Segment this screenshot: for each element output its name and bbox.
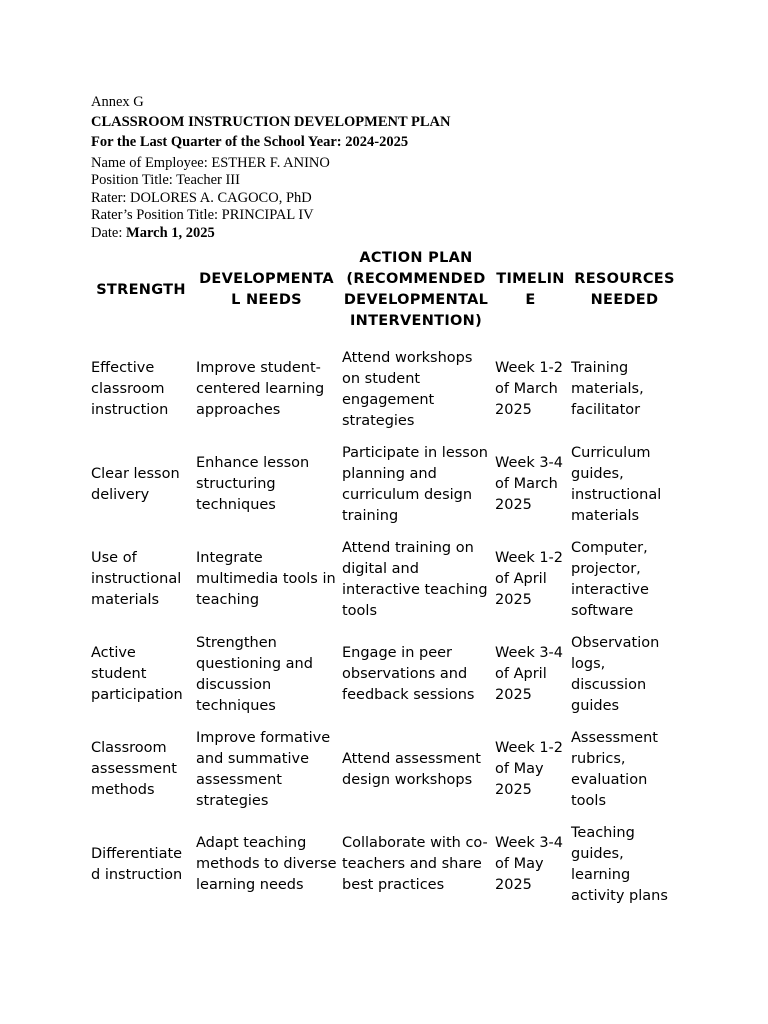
strength-cell: Clear lesson delivery [91, 465, 180, 503]
rater-name: Rater: DOLORES A. CAGOCO, PhD [91, 189, 312, 206]
timeline-cell: Week 1-2 of May 2025 [495, 740, 564, 798]
action-plan-cell: Participate in lesson planning and curriculum design training [342, 444, 488, 524]
developmental-needs-cell: Integrate multimedia tools in teaching [196, 550, 336, 608]
position-title: Position Title: Teacher III [91, 172, 240, 188]
document-subtitle: For the Last Quarter of the School Year: 2024-2025 [91, 134, 409, 150]
resources-cell: Observation logs, discussion guides [571, 634, 660, 714]
column-header-timeline: TIMELINE [496, 271, 565, 308]
resources-cell: Assessment rubrics, evaluation tools [571, 729, 658, 809]
developmental-needs-cell: Enhance lesson structuring techniques [196, 455, 310, 513]
developmental-needs-cell: Improve student-centered learning approaches [196, 360, 325, 418]
action-plan-cell: Attend assessment design workshops [342, 750, 481, 788]
resources-cell: Teaching guides, learning activity plans [571, 824, 668, 904]
annex-label: Annex G [91, 94, 144, 110]
resources-cell: Training materials, facilitator [571, 360, 644, 418]
table-header-row [88, 248, 680, 342]
action-plan-cell: Collaborate with co-teachers and share best practices [342, 835, 488, 893]
timeline-cell: Week 3-4 of April 2025 [495, 645, 564, 703]
developmental-needs-cell: Strengthen questioning and discussion techniques [196, 634, 313, 714]
employee-name: Name of Employee: ESTHER F. ANINO [91, 154, 330, 171]
rater-position-title: Rater’s Position Title: PRINCIPAL IV [91, 207, 314, 223]
strength-cell: Classroom assessment methods [91, 740, 177, 798]
table-row [88, 532, 680, 627]
developmental-needs-cell: Adapt teaching methods to diverse learning needs [196, 835, 337, 893]
action-plan-cell: Engage in peer observations and feedback sessions [342, 645, 475, 703]
column-header-action-plan: ACTION PLAN (RECOMMENDED DEVELOPMENTAL INTERVENTION) [343, 250, 489, 329]
date-line [91, 225, 691, 243]
development-plan-table [88, 248, 680, 912]
table-row [88, 437, 680, 532]
document-title: CLASSROOM INSTRUCTION DEVELOPMENT PLAN [91, 113, 451, 130]
date-value: March 1, 2025 [126, 224, 215, 241]
table-row [88, 817, 680, 912]
table-row [88, 342, 680, 437]
column-header-developmental-needs: DEVELOPMENTAL NEEDS [199, 271, 334, 308]
action-plan-cell: Attend workshops on student engagement strategies [342, 349, 473, 429]
strength-cell: Use of instructional materials [91, 550, 182, 608]
timeline-cell: Week 1-2 of March 2025 [495, 360, 564, 418]
strength-cell: Differentiated instruction [91, 845, 183, 883]
resources-cell: Curriculum guides, instructional materials [571, 444, 662, 524]
document-header [91, 94, 691, 242]
timeline-cell: Week 3-4 of March 2025 [495, 455, 564, 513]
column-header-strength: STRENGTH [96, 281, 186, 298]
table-row [88, 722, 680, 817]
action-plan-cell: Attend training on digital and interactive teaching tools [342, 539, 488, 619]
table-row [88, 627, 680, 722]
column-header-resources-needed: RESOURCES NEEDED [574, 271, 675, 308]
strength-cell: Active student participation [91, 645, 183, 703]
strength-cell: Effective classroom instruction [91, 360, 169, 418]
date-label: Date: [91, 224, 127, 241]
timeline-cell: Week 3-4 of May 2025 [495, 835, 564, 893]
resources-cell: Computer, projector, interactive software [571, 539, 649, 619]
developmental-needs-cell: Improve formative and summative assessment strategies [196, 729, 331, 809]
timeline-cell: Week 1-2 of April 2025 [495, 550, 564, 608]
